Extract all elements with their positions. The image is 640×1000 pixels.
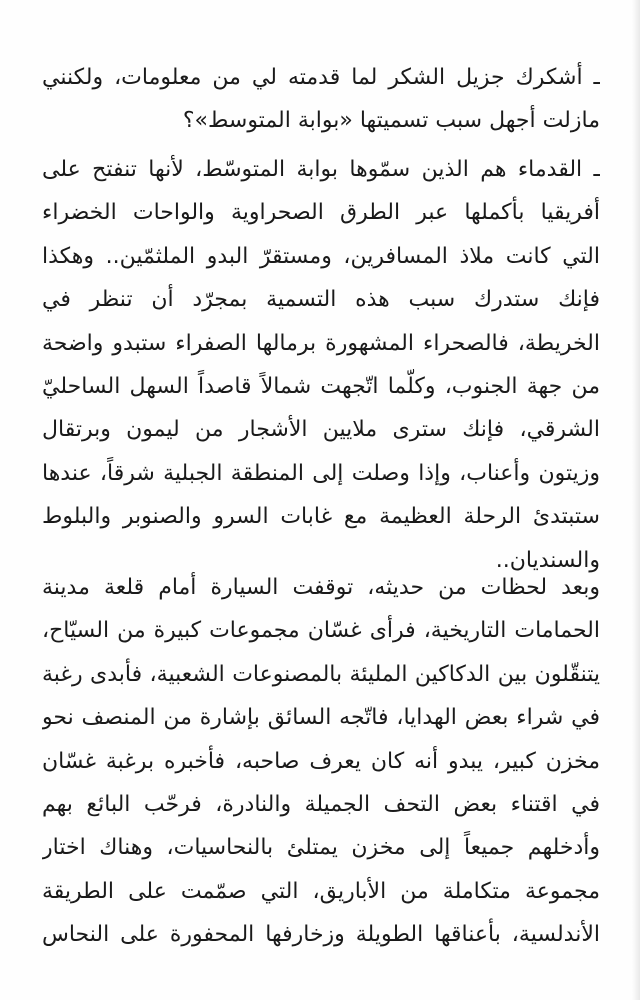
text-line: من جهة الجنوب، وكلّما اتّجهت شمالاً قاصداً السهل الساحليّ <box>42 374 600 400</box>
text-line: الحمامات التاريخية، فرأى غسّان مجموعات كبيرة من السيّاح، <box>42 618 600 644</box>
text-line: يتنقّلون بين الدكاكين المليئة بالمصنوعات الشعبية، فأبدى رغبة <box>42 661 600 687</box>
text-line: التي كانت ملاذ المسافرين، ومستقرّ البدو الملثمّين.. وهكذا <box>42 243 600 269</box>
text-line: في شراء بعض الهدايا، فاتّجه السائق بإشارة من المنصف نحو <box>42 705 600 731</box>
text-line: الخريطة، فالصحراء المشهورة برمالها الصفراء ستبدو واضحة <box>42 330 600 356</box>
text-line: وزيتون وأعناب، وإذا وصلت إلى المنطقة الجبلية شرقاً، عندها <box>42 460 600 486</box>
text-line: ستبتدئ الرحلة العظيمة مع غابات السرو والصنوبر والبلوط <box>42 504 600 530</box>
text-line: الشرقي، فإنك سترى ملايين الأشجار من ليمون وبرتقال <box>42 417 600 443</box>
text-line: وأدخلهم جميعاً إلى مخزن يمتلئ بالنحاسيات، وهناك اختار <box>42 835 600 861</box>
text-line: فإنك ستدرك سبب هذه التسمية بمجرّد أن تنظر في <box>42 287 600 313</box>
text-line: الأندلسية، بأعناقها الطويلة وزخارفها المحفورة على النحاس <box>42 922 600 948</box>
text-line: ـ أشكرك جزيل الشكر لما قدمته لي من معلومات، ولكنني <box>42 65 600 90</box>
text-line: والسنديان.. <box>495 547 600 573</box>
page-edge-shadow <box>632 0 640 1000</box>
text-line: مازلت أجهل سبب تسميتها «بوابة المتوسط»؟ <box>182 108 600 134</box>
text-line: في اقتناء بعض التحف الجميلة والنادرة، فرحّب البائع بهم <box>42 792 600 818</box>
paragraph-narrative <box>42 566 600 957</box>
text-line: وبعد لحظات من حديثه، توقفت السيارة أمام قلعة مدينة <box>42 575 600 600</box>
text-line: أفريقيا بأكملها عبر الطرق الصحراوية والواحات الخضراء <box>42 200 600 226</box>
paragraph-dialogue-answer <box>42 148 600 582</box>
text-line: مجموعة متكاملة من الأباريق، التي صمّمت على الطريقة <box>42 878 600 904</box>
text-line: مخزن كبير، يبدو أنه كان يعرف صاحبه، فأخبره برغبة غسّان <box>42 748 600 774</box>
text-line: ـ القدماء هم الذين سمّوها بوابة المتوسّط، لأنها تنفتح على <box>42 157 600 182</box>
paragraph-dialogue-question <box>42 56 600 143</box>
